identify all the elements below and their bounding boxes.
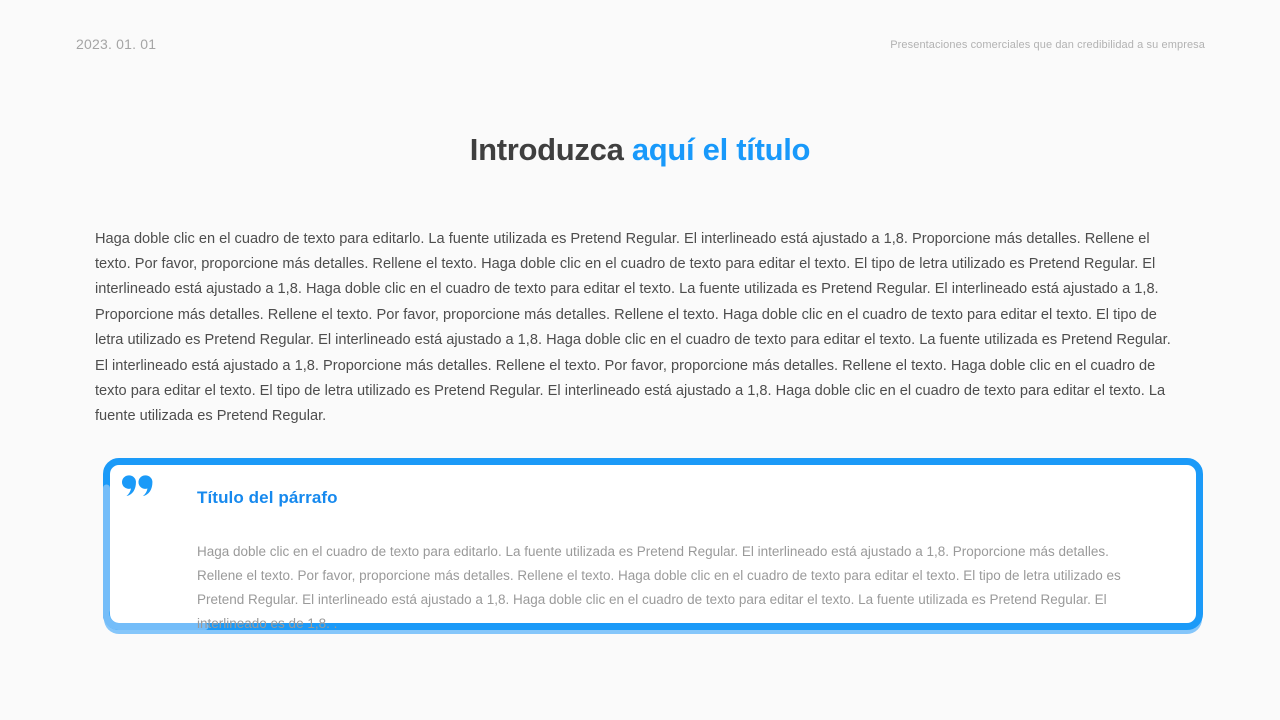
quote-icon — [122, 474, 153, 498]
quote-card-title: Título del párrafo — [197, 488, 338, 507]
slide-date: 2023. 01. 01 — [76, 36, 157, 52]
slide-title-highlight: aquí el título — [631, 131, 811, 167]
slide-tagline: Presentaciones comerciales que dan credibilidad a su empresa — [890, 39, 1205, 51]
quote-card-body: Haga doble clic en el cuadro de texto para editarlo. La fuente utilizada es Pretend Regular. El interlineado está ajustado a 1,8. Proporcione más detalles. Rellene el texto. Por favor, proporcione más detalles. Rellene el texto. Haga doble clic en el cuadro de texto para editar el texto. El tipo de letra utilizado es Pretend Regular. El interlineado está ajustado a 1,8. Haga doble clic en el cuadro de texto para editar el texto. La fuente utilizada es Pretend Regular. El interlineado es de 1,8. . — [197, 543, 1121, 632]
slide-title-prefix: Introduzca — [469, 131, 624, 167]
body-paragraph: Haga doble clic en el cuadro de texto para editarlo. La fuente utilizada es Pretend Regular. El interlineado está ajustado a 1,8. Proporcione más detalles. Rellene el texto. Por favor, proporcione más detalles. Rellene el texto. Haga doble clic en el cuadro de texto para editar el texto. El tipo de letra utilizado es Pretend Regular. El interlineado está ajustado a 1,8. Haga doble clic en el cuadro de texto para editar el texto. La fuente utilizada es Pretend Regular. El interlineado está ajustado a 1,8. Proporcione más detalles. Rellene el texto. Por favor, proporcione más detalles. Rellene el texto. Haga doble clic en el cuadro de texto para editar el texto. El tipo de letra utilizado es Pretend Regular. El interlineado está ajustado a 1,8. Haga doble clic en el cuadro de texto para editar el texto. La fuente utilizada es Pretend Regular. El interlineado está ajustado a 1,8. Proporcione más detalles. Rellene el texto. Por favor, proporcione más detalles. Rellene el texto. Haga doble clic en el cuadro de texto para editar el texto. El tipo de letra utilizado es Pretend Regular. El interlineado está ajustado a 1,8. Haga doble clic en el cuadro de texto para editar el texto. La fuente utilizada es Pretend Regular. — [95, 230, 1171, 425]
slide-title — [0, 132, 1280, 168]
quote-card — [103, 458, 1203, 630]
